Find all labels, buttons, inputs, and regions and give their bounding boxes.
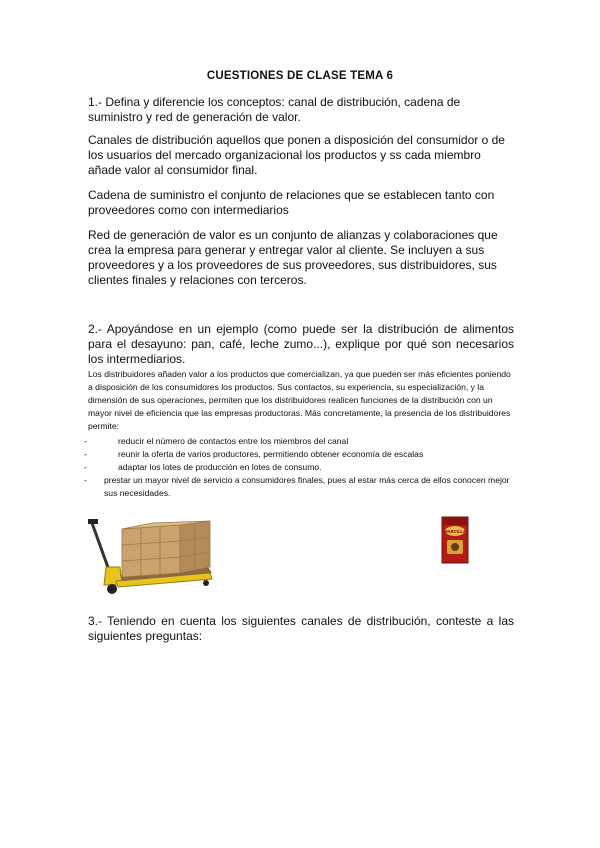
page-title: CUESTIONES DE CLASE TEMA 6 (206, 70, 394, 82)
bullet-mark: - (84, 449, 87, 459)
bullet-text: adaptar los lotes de producción en lotes de consumo. (118, 462, 322, 472)
coffee-package-image (441, 516, 469, 564)
list-item (84, 474, 516, 500)
bullet-text: reducir el número de contactos entre los miembros del canal (118, 436, 349, 446)
bullet-mark: - (84, 436, 87, 446)
coffee-cup (451, 543, 459, 551)
bullet-text: prestar un mayor nivel de servicio a consumidores finales, pues al estar más cerca de ellos conocen mejor sus necesidades. (104, 475, 510, 498)
package-top (442, 517, 468, 525)
question-3: 3.- Teniendo en cuenta los siguientes canales de distribución, conteste a las siguientes preguntas: (88, 614, 514, 643)
handle (92, 523, 110, 573)
wheel (107, 584, 117, 594)
wheel (203, 580, 209, 586)
question-2: 2.- Apoyándose en un ejemplo (como puede ser la distribución de alimentos para el desayuno: pan, café, leche zumo...), explique por qué son necesarios los intermediarios. (88, 322, 514, 366)
bullet-mark: - (84, 462, 87, 472)
list-item (84, 461, 516, 474)
boxes-front (122, 525, 180, 577)
bullet-text: reunir la oferta de varios productores, permitiendo obtener economía de escalas (118, 449, 424, 459)
question-1: 1.- Defina y diferencie los conceptos: canal de distribución, cadena de suministro y red de generación de valor. (88, 95, 461, 124)
bullet-mark: - (84, 475, 87, 485)
list-item (84, 448, 516, 461)
coffee-brand-label: MARCILLA (444, 528, 466, 534)
bullet-list (84, 435, 516, 500)
list-item (84, 435, 516, 448)
answer-cadena: Cadena de suministro el conjunto de relaciones que se establecen tanto con proveedores como con intermediarios (88, 188, 495, 217)
answer-intermediarios: Los distribuidores añaden valor a los productos que comercializan, ya que pueden ser más eficientes poniendo a disposición de los consumidores los productos. Sus contactos, su experiencia, su especialización, y la dimensión de sus operaciones, permiten que los distribuidores realicen funciones de la distribución con un mayor nivel de eficiencia que las empresas productoras. Más concretamente, la presencia de los distribuidores permite: (88, 369, 511, 431)
handle-grip (88, 519, 98, 524)
answer-canales: Canales de distribución aquellos que ponen a disposición del consumidor o de los usuarios del mercado organizacional los productos y ss cada miembro añade valor al consumidor final. (88, 133, 505, 177)
answer-red: Red de generación de valor es un conjunto de alianzas y colaboraciones que crea la empresa para generar y entregar valor al cliente. Se incluyen a sus proveedores y a los proveedores de sus proveedores, sus distribuidores, sus clientes finales y relaciones con terceros. (88, 228, 498, 287)
pallet-jack-image (88, 515, 218, 595)
